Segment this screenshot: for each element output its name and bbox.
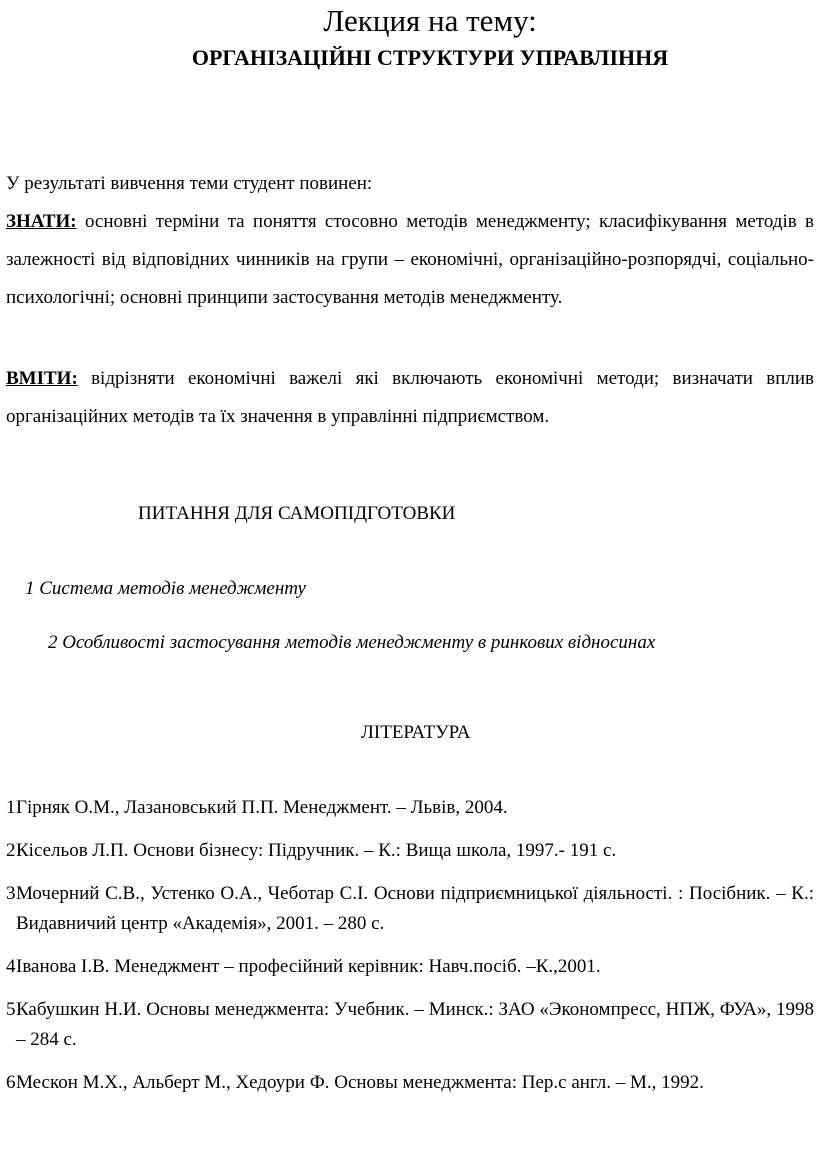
literature-item	[6, 952, 814, 982]
literature-text: Кісельов Л.П. Основи бізнесу: Підручник. – К.: Вища школа, 1997.- 191 с.	[16, 840, 617, 861]
literature-number: 6	[6, 1072, 16, 1093]
literature-text: Мескон М.Х., Альберт М., Хедоури Ф. Основы менеджмента: Пер.с англ. – М., 1992.	[16, 1072, 704, 1093]
literature-number: 1	[6, 797, 16, 818]
literature-number: 3	[6, 883, 16, 904]
intro-text: У результаті вивчення теми студент повинен:	[6, 173, 373, 194]
vmity-label: ВМІТИ:	[6, 368, 78, 389]
lecture-title: Лекция на тему:	[323, 3, 537, 38]
znaty-label: ЗНАТИ:	[6, 211, 77, 232]
vmity-paragraph	[6, 360, 814, 436]
znaty-text: основні терміни та поняття стосовно методів менеджменту; класифікування методів в залежності від відповідних чинників на групи – економічні, організаційно-розпорядчі, соціально-психологічні; основні принципи застосування методів менеджменту.	[6, 211, 814, 308]
question-item: 1 Система методів менеджменту	[25, 578, 306, 599]
vmity-text: відрізняти економічні важелі які включають економічні методи; визначати вплив організаційних методів та їх значення в управлінні підприємством.	[6, 368, 814, 427]
literature-heading: ЛІТЕРАТУРА	[361, 722, 471, 743]
literature-text: Кабушкин Н.И. Основы менеджмента: Учебник. – Минск.: ЗАО «Экономпресс, НПЖ, ФУА», 1998 – 284 с.	[16, 999, 814, 1050]
literature-number: 5	[6, 999, 16, 1020]
lecture-subtitle: ОРГАНІЗАЦІЙНІ СТРУКТУРИ УПРАВЛІННЯ	[191, 45, 669, 70]
literature-text: Іванова І.В. Менеджмент – професійний керівник: Навч.посіб. –К.,2001.	[16, 956, 601, 977]
znaty-paragraph	[6, 203, 814, 317]
literature-text: Мочерний С.В., Устенко О.А., Чеботар С.І. Основи підприємницької діяльності. : Посібник. – К.: Видавничий центр «Академія», 2001. – 280 с.	[16, 883, 814, 934]
literature-item	[6, 836, 814, 866]
literature-list	[6, 793, 814, 1098]
literature-number: 4	[6, 956, 16, 977]
literature-item	[6, 995, 814, 1055]
questions-heading: ПИТАННЯ ДЛЯ САМОПІДГОТОВКИ	[138, 503, 456, 524]
literature-item	[6, 793, 814, 823]
literature-text: Гірняк О.М., Лазановський П.П. Менеджмент. – Львів, 2004.	[16, 797, 508, 818]
literature-item	[6, 879, 814, 939]
literature-item	[6, 1068, 814, 1098]
literature-number: 2	[6, 840, 16, 861]
question-item: 2 Особливості застосування методів менеджменту в ринкових відносинах	[48, 632, 656, 653]
